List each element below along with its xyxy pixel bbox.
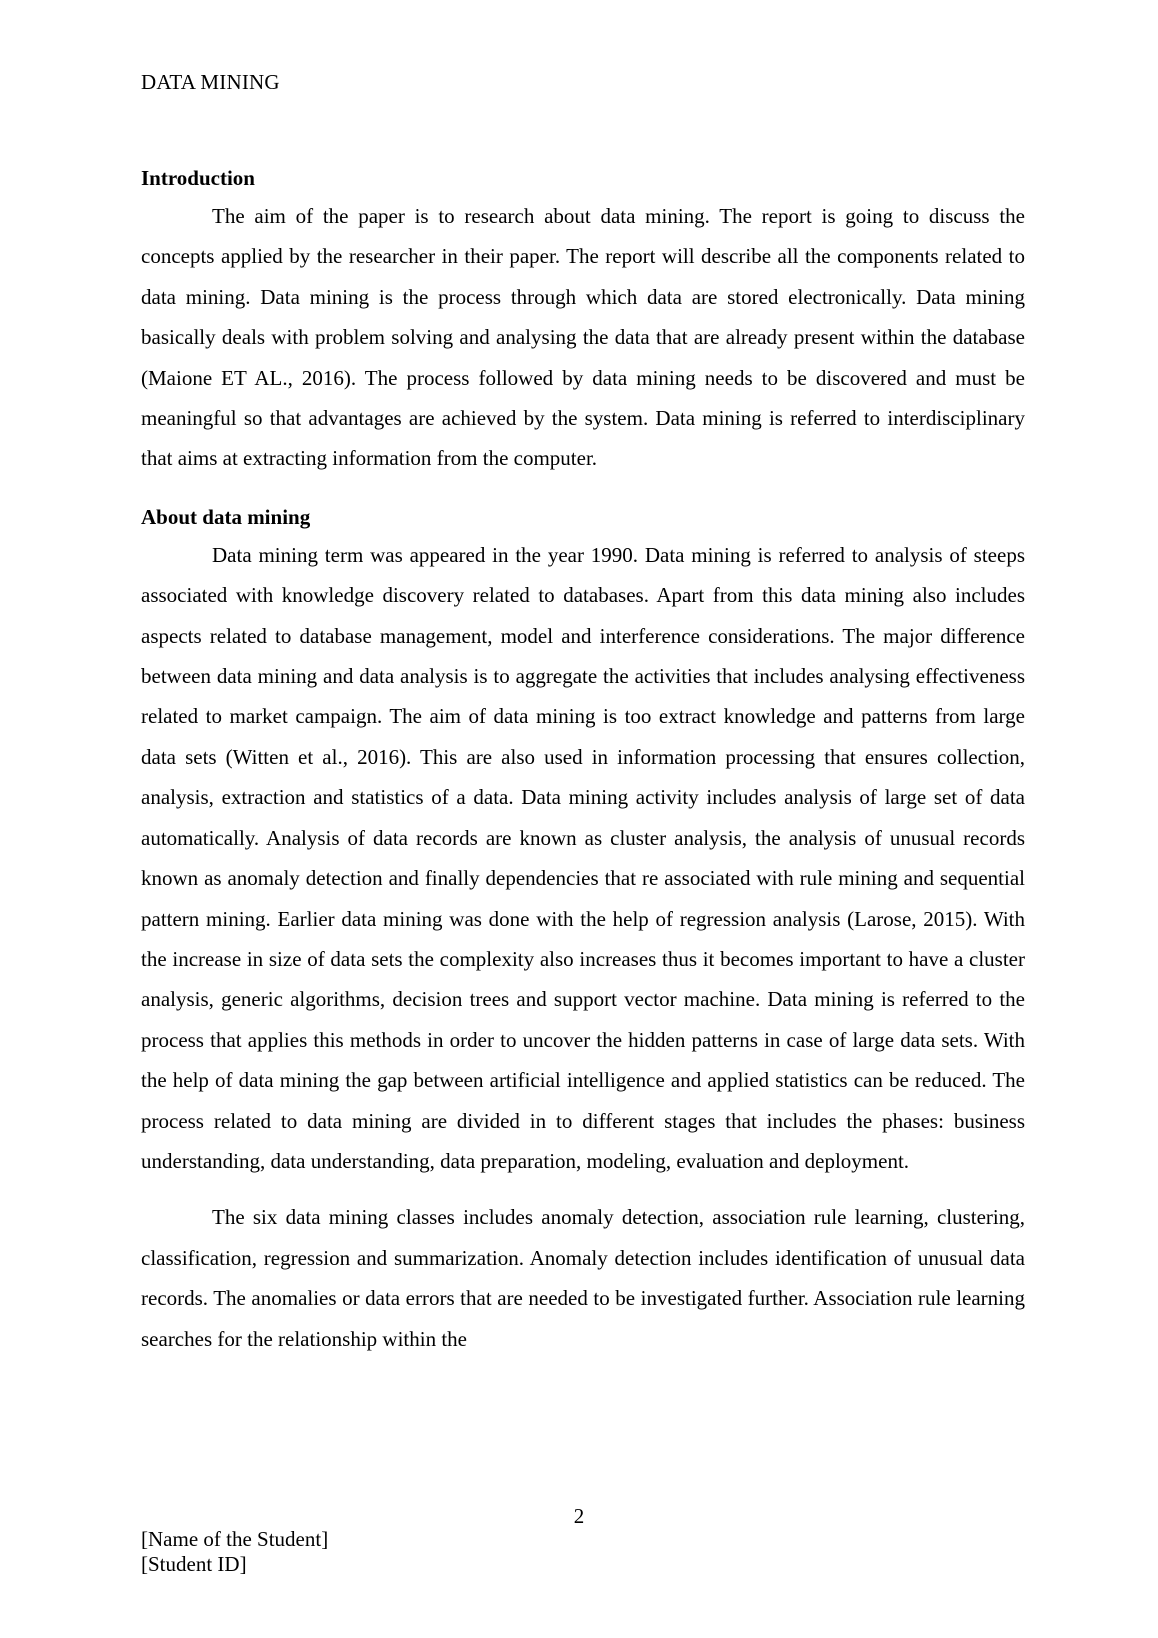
- page-number: 2: [573, 1504, 585, 1528]
- page-footer: [141, 1527, 328, 1577]
- section-spacer: [141, 479, 1025, 499]
- student-name: [Name of the Student]: [141, 1527, 329, 1551]
- introduction-heading: Introduction: [141, 166, 255, 190]
- running-header: DATA MINING: [141, 70, 280, 94]
- paragraph-spacer: [141, 1181, 1025, 1197]
- student-id: [Student ID]: [141, 1552, 247, 1576]
- about-paragraph-1: Data mining term was appeared in the year 1990. Data mining is referred to analysis of steeps associated with knowledge discovery related to databases. Apart from this data mining also includes aspects related to database management, model and interference considerations. The major difference between data mining and data analysis is to aggregate the activities that includes analysing effectiveness related to market campaign. The aim of data mining is too extract knowledge and patterns from large data sets (Witten et al., 2016). This are also used in information processing that ensures collection, analysis, extraction and statistics of a data. Data mining activity includes analysis of large set of data automatically. Analysis of data records are known as cluster analysis, the analysis of unusual records known as anomaly detection and finally dependencies that re associated with rule mining and sequential pattern mining. Earlier data mining was done with the help of regression analysis (Larose, 2015). With the increase in size of data sets the complexity also increases thus it becomes important to have a cluster analysis, generic algorithms, decision trees and support vector machine. Data mining is referred to the process that applies this methods in order to uncover the hidden patterns in case of large data sets. With the help of data mining the gap between artificial intelligence and applied statistics can be reduced. The process related to data mining are divided in to different stages that includes the phases: business understanding, data understanding, data preparation, modeling, evaluation and deployment.: [141, 542, 1025, 1173]
- introduction-paragraph: The aim of the paper is to research about data mining. The report is going to discuss the concepts applied by the researcher in their paper. The report will describe all the components related to data mining. Data mining is the process through which data are stored electronically. Data mining basically deals with problem solving and analysing the data that are already present within the database (Maione ET AL., 2016). The process followed by data mining needs to be discovered and must be meaningful so that advantages are achieved by the system. Data mining is referred to interdisciplinary that aims at extracting information from the computer.: [141, 204, 1025, 471]
- about-data-mining-heading: About data mining: [141, 504, 311, 529]
- about-paragraph-2: The six data mining classes includes anomaly detection, association rule learning, clustering, classification, regression and summarization. Anomaly detection includes identification of unusual data records. The anomalies or data errors that are needed to be investigated further. Association rule learning searches for the relationship within the: [141, 1205, 1025, 1351]
- document-body: [141, 160, 1025, 1359]
